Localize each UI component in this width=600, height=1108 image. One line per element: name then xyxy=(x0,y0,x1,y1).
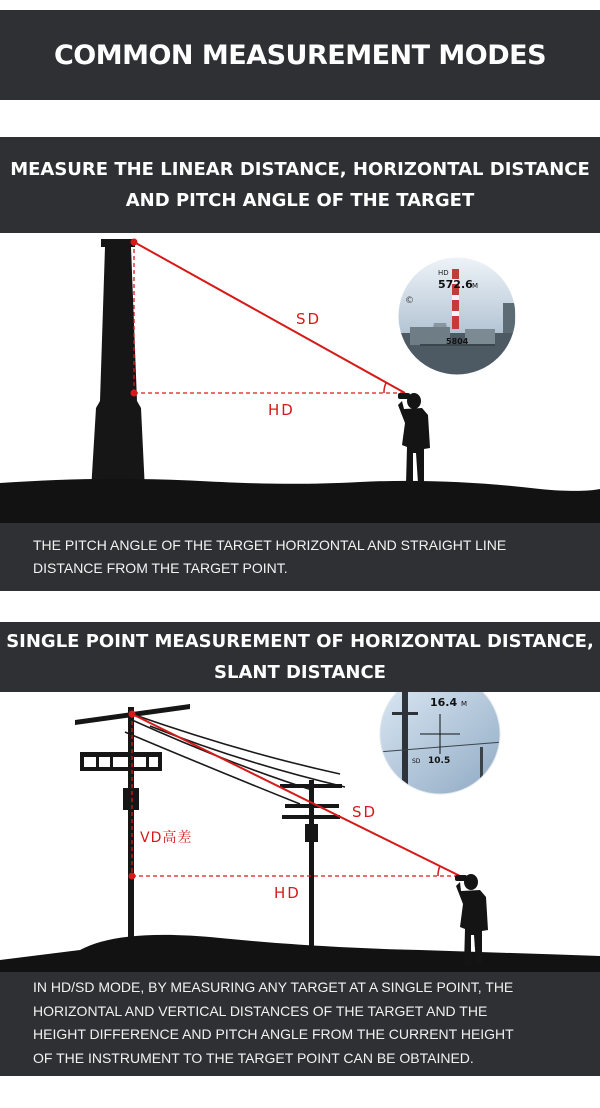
top-point-2 xyxy=(129,711,136,718)
page-title-banner xyxy=(0,10,600,100)
hd-label-2: HD xyxy=(274,884,301,902)
right-power-pole xyxy=(280,780,342,958)
scope2-value: 16.4 xyxy=(430,696,458,709)
ground-silhouette-2 xyxy=(0,935,600,972)
vd-label: VD高差 xyxy=(140,830,193,846)
section2-caption-line1: IN HD/SD MODE, BY MEASURING ANY TARGET AT A SINGLE POINT, THE xyxy=(33,979,514,995)
base-point xyxy=(131,390,138,397)
section1-title-line1: MEASURE THE LINEAR DISTANCE, HORIZONTAL DISTANCE xyxy=(10,159,590,180)
section2-heading xyxy=(0,622,600,692)
sd-label-2: SD xyxy=(352,803,378,821)
section2-title-line2: SLANT DISTANCE xyxy=(214,662,386,683)
left-power-pole xyxy=(75,704,193,943)
section2-caption-line2: HORIZONTAL AND VERTICAL DISTANCES OF THE TARGET AND THE xyxy=(33,1002,488,1019)
hd-label: HD xyxy=(268,401,295,419)
power-pole-measurement-illustration xyxy=(0,692,600,972)
ground-silhouette xyxy=(0,479,600,523)
section1-caption xyxy=(0,523,600,591)
section1-caption-line2: DISTANCE FROM THE TARGET POINT. xyxy=(33,560,288,576)
scope-sub-value: 5804 xyxy=(446,337,469,346)
section2-caption xyxy=(0,972,600,1076)
section2-title-line1: SINGLE POINT MEASUREMENT OF HORIZONTAL DISTANCE, xyxy=(6,631,594,652)
section1-title-line2: AND PITCH ANGLE OF THE TARGET xyxy=(125,190,475,211)
scope-unit: M xyxy=(472,282,479,290)
chimney-cap xyxy=(101,239,135,247)
chimney xyxy=(91,247,145,491)
scope2-unit: M xyxy=(461,700,468,708)
pitch-angle-arc-2 xyxy=(438,866,440,876)
section1-heading xyxy=(0,137,600,233)
scope-mode: HD xyxy=(438,269,449,277)
scope-value: 572.6 xyxy=(438,278,473,291)
scope-copyright-icon: © xyxy=(405,296,414,306)
section2-caption-line3: HEIGHT DIFFERENCE AND PITCH ANGLE FROM THE CURRENT HEIGHT xyxy=(33,1026,514,1042)
section2-caption-line4: OF THE INSTRUMENT TO THE TARGET POINT CAN BE OBTAINED. xyxy=(33,1049,474,1066)
sd-label: SD xyxy=(296,310,322,328)
scope2-sd-value: 10.5 xyxy=(428,756,451,766)
chimney-measurement-illustration xyxy=(0,233,600,523)
top-point xyxy=(131,239,138,246)
base-point-2 xyxy=(129,873,136,880)
observer-person xyxy=(398,393,430,484)
page-title: COMMON MEASUREMENT MODES xyxy=(53,39,547,71)
sd-line xyxy=(134,242,405,393)
scope2-sd-label: SD xyxy=(412,758,421,765)
section1-caption-line1: THE PITCH ANGLE OF THE TARGET HORIZONTAL AND STRAIGHT LINE xyxy=(33,536,507,553)
pitch-angle-arc xyxy=(384,383,386,393)
